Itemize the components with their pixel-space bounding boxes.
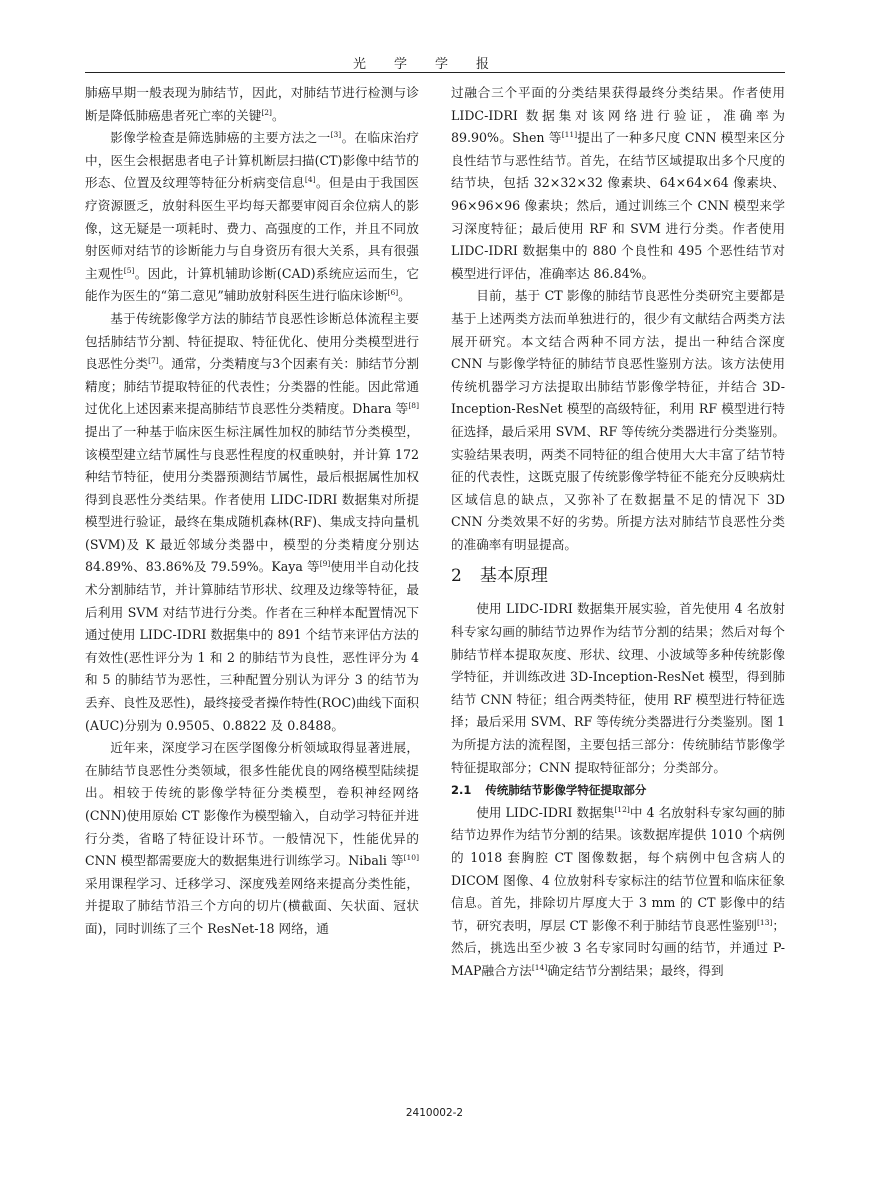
paragraph: 过融合三个平面的分类结果获得最终分类结果。作者使用 LIDC-IDRI 数据集对该网络进行验证，准确率为 89.90%。Shen 等[11]提出了一种多尺度 CNN 模型来区分良性结节与恶性结节。首先，在结节区域提取出多个尺度的结节块，包括 32×32×32 像素块、64×64×64 像素块、96×96×96 像素块；然后，通过训练三个 CNN 模型来学习深度特征；最后使用 RF 和 SVM 进行分类。作者使用 LIDC-IDRI 数据集中的 880 个良性和 495 个恶性结节对模型进行评估，准确率达 86.84%。	[451, 85, 786, 281]
citation: [13]	[757, 917, 773, 927]
subsection-heading	[451, 779, 785, 802]
section-title: 基本原理	[479, 566, 548, 587]
citation: [8]	[408, 401, 419, 411]
header-rule	[85, 72, 785, 73]
section-heading	[451, 564, 785, 588]
page-number: 2410002-2	[405, 1107, 464, 1119]
paragraph: 影像学检查是筛选肺癌的主要方法之一[3]。在临床治疗中，医生会根据患者电子计算机断层扫描(CT)影像中结节的形态、位置及纹理等特征分析病变信息[4]。但是由于我国医疗资源匮乏，放射科医生平均每天都要审阅百余位病人的影像，这无疑是一项耗时、费力、高强度的工作，并且不同放射医师对结节的诊断能力与自身资历有很大关系，具有很强主观性[5]。因此，计算机辅助诊断(CAD)系统应运而生，它能作为医生的“第二意见”辅助放射科医生进行临床诊断[6]。	[85, 130, 420, 304]
citation: [3]	[330, 130, 342, 140]
journal-header: 光学学报	[352, 57, 517, 72]
citation: [7]	[148, 356, 159, 366]
citation: [4]	[304, 175, 316, 185]
citation: [9]	[319, 559, 331, 569]
citation: [14]	[531, 962, 548, 972]
citation: [11]	[561, 130, 578, 140]
paragraph: 目前，基于 CT 影像的肺结节良恶性分类研究主要都是基于上述两类方法而单独进行的，很少有文献结合两类方法展开研究。本文结合两种不同方法，提出一种结合深度 CNN 与影像学特征的肺结节良恶性鉴别方法。该方法使用传统机器学习方法提取出肺结节影像学特征，并结合 3D-Inception-ResNet 模型的高级特征，利用 RF 模型进行特征选择，最后采用 SVM、RF 等传统分类器进行分类鉴别。实验结果表明，两类不同特征的组合使用大大丰富了结节特征的代表性，这既克服了传统影像学特征不能充分反映病灶区域信息的缺点，又弥补了在数据量不足的情况下 3D CNN 分类效果不好的劣势。所提方法对肺结节良恶性分类的准确率有明显提高。	[451, 288, 785, 552]
paragraph: 基于传统影像学方法的肺结节良恶性诊断总体流程主要包括肺结节分割、特征提取、特征优化、使用分类模型进行良恶性分类[7]。通常，分类精度与3个因素有关：肺结节分割精度；肺结节提取特征的代表性；分类器的性能。因此常通过优化上述因素来提高肺结节良恶性分类精度。Dhara 等[8]提出了一种基于临床医生标注属性加权的肺结节分类模型，该模型建立结节属性与良恶性程度的权重映射，并计算 172 种结节特征，使用分类器预测结节属性，最后根据属性加权得到良恶性分类结果。作者使用 LIDC-IDRI 数据集对所提模型进行验证，最终在集成随机森林(RF)、集成支持向量机(SVM)及 K 最近邻域分类器中，模型的分类精度分别达 84.89%、83.86%及 79.59%。Kaya 等[9]使用半自动化技术分割肺结节，并计算肺结节形状、纹理及边缘等特征，最后利用 SVM 对结节进行分类。作者在三种样本配置情况下通过使用 LIDC-IDRI 数据集中的 891 个结节来评估方法的有效性(恶性评分为 1 和 2 的肺结节为良性，恶性评分为 4 和 5 的肺结节为恶性，三种配置分别认为评分 3 的结节为丢弃、良性及恶性)，最终接受者操作特性(ROC)曲线下面积(AUC)分别为 0.9505、0.8822 及 0.8488。	[85, 310, 420, 733]
paragraph: 使用 LIDC-IDRI 数据集[12]中 4 名放射科专家勾画的肺结节边界作为结节分割的结果。该数据库提供 1010 个病例的 1018 套胸腔 CT 图像数据，每个病例中包含病人的 DICOM 图像、4 位放射科专家标注的结节位置和临床征象信息。首先，排除切片厚度大于 3 mm 的 CT 影像中的结节，研究表明，厚层 CT 影像不利于肺结节良恶性鉴别[13]；然后，挑选出至少被 3 名专家同时勾画的结节，并通过 P-MAP融合方法[14]确定结节分割结果；最终，得到	[451, 804, 785, 978]
citation: [6]	[387, 288, 399, 298]
citation: [5]	[123, 265, 135, 275]
paragraph: 肺癌早期一般表现为肺结节，因此，对肺结节进行检测与诊断是降低肺癌患者死亡率的关键[2]。	[85, 85, 419, 123]
paragraph: 使用 LIDC-IDRI 数据集开展实验，首先使用 4 名放射科专家勾画的肺结节边界作为结节分割的结果；然后对每个肺结节样本提取灰度、形状、纹理、小波域等多种传统影像学特征，并训练改进 3D-Inception-ResNet 模型，得到肺结节 CNN 特征；组合两类特征，使用 RF 模型进行特征选择；最后采用 SVM、RF 等传统分类器进行分类鉴别。图 1 为所提方法的流程图，主要包括三部分：传统肺结节影像学特征提取部分；CNN 提取特征部分；分类部分。	[451, 601, 785, 775]
citation: [12]	[614, 804, 630, 814]
section-number: 2	[451, 566, 462, 587]
right-column	[451, 82, 785, 983]
subsection-number: 2.1	[451, 783, 472, 798]
citation: [2]	[261, 107, 272, 117]
paragraph: 近年来，深度学习在医学图像分析领域取得显著进展，在肺结节良恶性分类领域，很多性能优良的网络模型陆续提出。相较于传统的影像学特征分类模型，卷积神经网络(CNN)使用原始 CT 影像作为模型输入，自动学习特征并进行分类，省略了特征设计环节。一般情况下，性能优异的 CNN 模型都需要庞大的数据集进行训练学习。Nibali 等[10]采用课程学习、迁移学习、深度残差网络来提高分类性能，并提取了肺结节沿三个方向的切片(横截面、矢状面、冠状面)，同时训练了三个 ResNet-18 网络，通	[85, 740, 419, 936]
citation: [10]	[403, 853, 419, 863]
subsection-title: 传统肺结节影像学特征提取部分	[485, 783, 647, 798]
left-column	[85, 82, 419, 941]
